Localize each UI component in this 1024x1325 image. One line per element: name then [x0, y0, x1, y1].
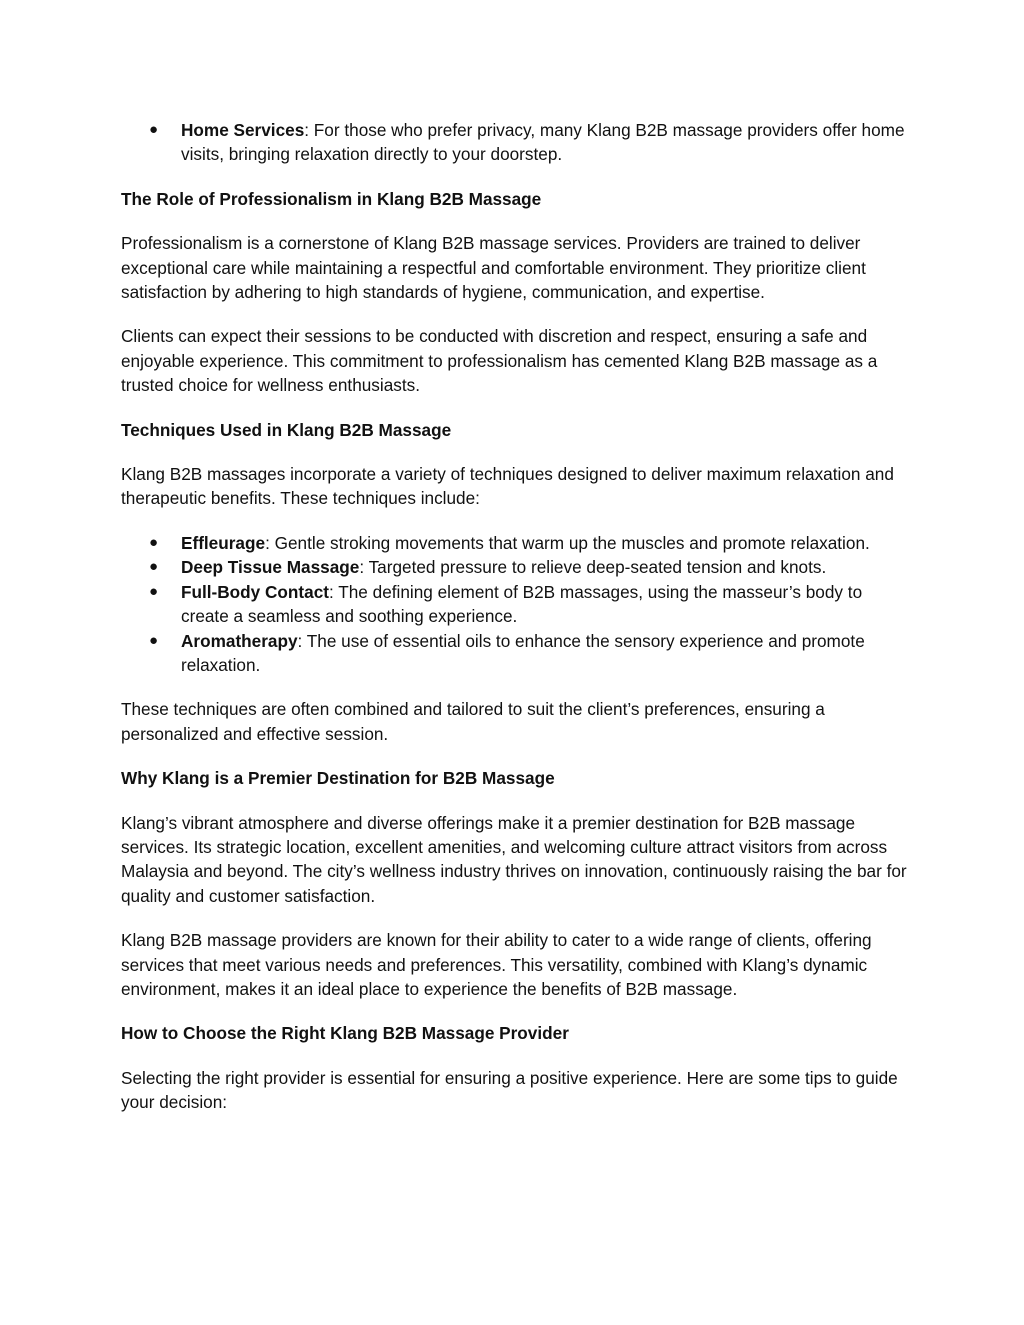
- bullet-icon: ●: [149, 582, 159, 600]
- list-item: [121, 118, 911, 167]
- list-item-text: : Targeted pressure to relieve deep-seated tension and knots.: [359, 557, 827, 578]
- bullet-icon: ●: [149, 558, 159, 576]
- section-heading-professionalism: The Role of Professionalism in Klang B2B Massage: [121, 188, 542, 209]
- list-item: [121, 531, 911, 555]
- paragraph: Clients can expect their sessions to be conducted with discretion and respect, ensuring a safe and enjoyable experience. This commitment to professionalism has cemented Klang B2B massage as a trusted choice for wellness enthusiasts.: [121, 326, 878, 396]
- list-item: [121, 580, 911, 629]
- bullet-icon: ●: [149, 121, 159, 138]
- section-heading-choose-provider: How to Choose the Right Klang B2B Massage Provider: [121, 1023, 569, 1044]
- section-heading-techniques: Techniques Used in Klang B2B Massage: [121, 419, 452, 440]
- list-item-term: Effleurage: [181, 532, 266, 553]
- paragraph: Klang B2B massage providers are known for their ability to cater to a wide range of clients, offering services that meet various needs and preferences. This versatility, combined with Klang’s dynamic environment, makes it an ideal place to experience the benefits of B2B massage.: [121, 930, 872, 999]
- list-item: [121, 555, 911, 579]
- paragraph: These techniques are often combined and tailored to suit the client’s preferences, ensuring a personalized and effective session.: [121, 699, 825, 744]
- bullet-icon: ●: [149, 631, 159, 649]
- list-item-term: Aromatherapy: [181, 630, 298, 651]
- list-item-term: Full-Body Contact: [181, 581, 329, 602]
- list-item-text: : For those who prefer privacy, many Klang B2B massage providers offer home visits, bringing relaxation directly to your doorstep.: [181, 120, 905, 165]
- list-item-text: : The use of essential oils to enhance the sensory experience and promote relaxation.: [181, 630, 865, 675]
- techniques-list: [121, 531, 911, 677]
- services-list: [121, 118, 911, 167]
- list-item-term: Deep Tissue Massage: [181, 557, 360, 578]
- list-item-term: Home Services: [181, 120, 305, 140]
- section-heading-why-klang: Why Klang is a Premier Destination for B2B Massage: [121, 768, 555, 789]
- paragraph: Klang’s vibrant atmosphere and diverse offerings make it a premier destination for B2B massage services. Its strategic location, excellent amenities, and welcoming culture attract visitors from across Malaysia and beyond. The city’s wellness industry thrives on innovation, continuously raising the bar for quality and customer satisfaction.: [121, 812, 907, 906]
- paragraph: Selecting the right provider is essential for ensuring a positive experience. Here are some tips to guide your decision:: [121, 1067, 898, 1113]
- paragraph: Klang B2B massages incorporate a variety of techniques designed to deliver maximum relaxation and therapeutic benefits. These techniques include:: [121, 464, 894, 509]
- list-item-text: : Gentle stroking movements that warm up the muscles and promote relaxation.: [265, 532, 870, 553]
- list-item-text: : The defining element of B2B massages, using the masseur’s body to create a seamless and soothing experience.: [181, 581, 863, 627]
- document-page: [121, 118, 911, 1115]
- list-item: [121, 629, 911, 678]
- paragraph: Professionalism is a cornerstone of Klang B2B massage services. Providers are trained to deliver exceptional care while maintaining a respectful and comfortable environment. They prioritize client satisfaction by adhering to high standards of hygiene, communication, and expertise.: [121, 233, 866, 303]
- bullet-icon: ●: [149, 533, 159, 551]
